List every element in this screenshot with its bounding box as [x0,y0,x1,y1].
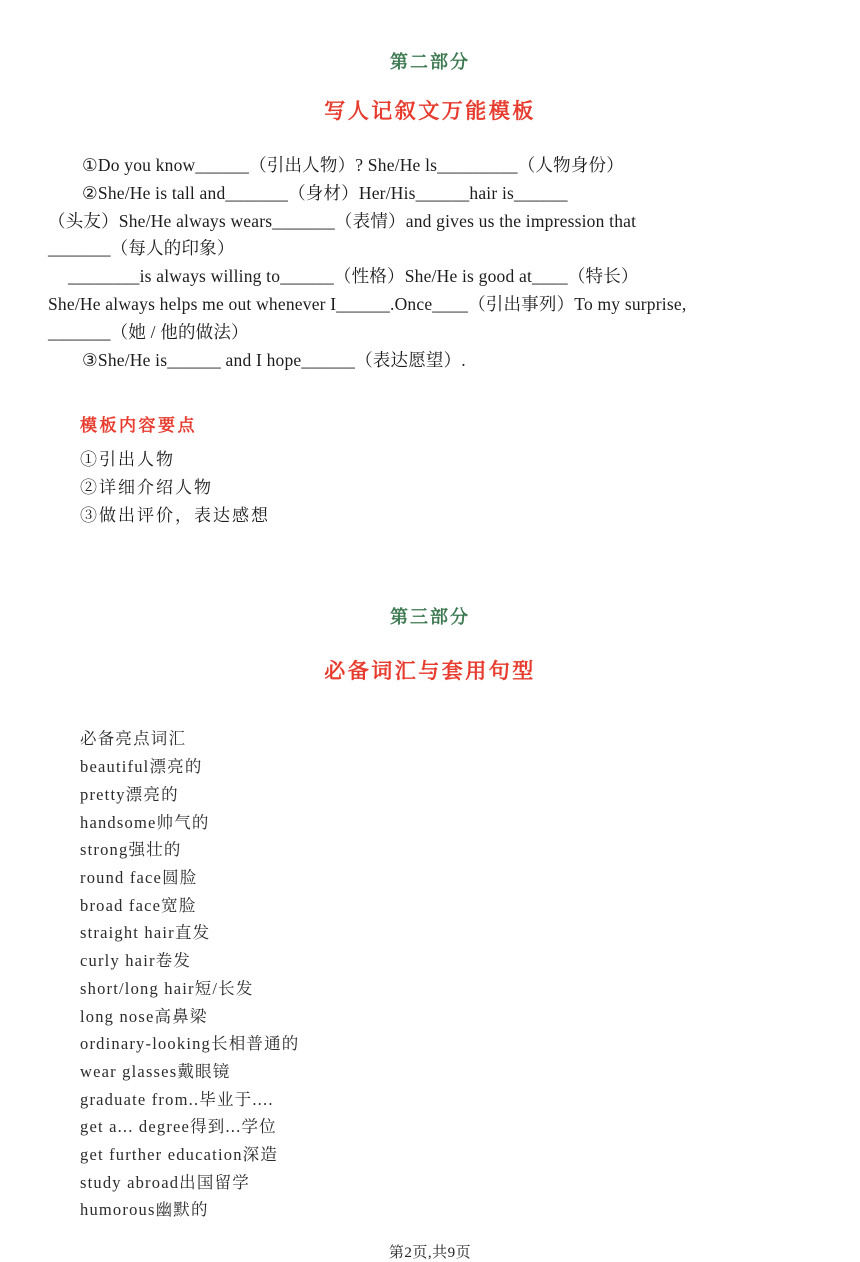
template-line: ③She/He is______ and I hope______（表达愿望）. [82,349,466,370]
vocabulary-item: beautiful漂亮的 [80,757,203,777]
key-point: ②详细介绍人物 [80,478,213,498]
template-line: She/He always helps me out whenever I______.Once____（引出事列）To my surprise, [48,293,687,314]
vocabulary-item: ordinary-looking长相普通的 [80,1034,300,1054]
key-points-list [48,446,812,529]
section2-title: 写人记叙文万能模板 [324,99,536,123]
key-points-heading: 模板内容要点 [80,416,197,436]
section3-heading: 第三部分 [390,607,470,628]
vocabulary-item: humorous幽默的 [80,1200,209,1220]
vocabulary-item: graduate from..毕业于.... [80,1089,274,1109]
vocabulary-heading: 必备亮点词汇 [80,729,187,749]
vocabulary-item: long nose高鼻梁 [80,1006,208,1026]
vocabulary-list [48,725,812,1224]
key-point: ①引出人物 [80,450,175,470]
template-line: （头友）She/He always wears_______（表情）and gives us the impression that [48,210,637,231]
vocabulary-item: get further education深造 [80,1145,279,1165]
section2-heading: 第二部分 [390,52,470,72]
template-line: ________is always willing to______（性格）She/He is good at____（特长） [68,266,639,287]
vocabulary-item: straight hair直发 [80,923,211,943]
vocabulary-item: wear glasses戴眼镜 [80,1061,231,1081]
writing-template-paragraph [48,152,812,374]
template-line: _______（她 / 他的做法） [48,321,249,342]
vocabulary-item: short/long hair短/长发 [80,978,254,998]
template-line: ②She/He is tall and_______（身材）Her/His______hair is______ [82,182,568,203]
page-number: 第2页,共9页 [388,1245,472,1262]
template-line: _______（每人的印象） [48,238,235,259]
vocabulary-item: strong强壮的 [80,840,182,860]
vocabulary-item: broad face宽脸 [80,895,197,915]
key-point: ③做出评价，表达感想 [80,505,270,525]
vocabulary-item: pretty漂亮的 [80,784,179,804]
vocabulary-item: handsome帅气的 [80,812,210,832]
template-line: ①Do you know______（引出人物）? She/He ls_________（人物身份） [82,155,624,175]
vocabulary-item: curly hair卷发 [80,951,192,971]
vocabulary-item: study abroad出国留学 [80,1172,250,1192]
section3-title: 必备词汇与套用句型 [324,659,536,684]
vocabulary-item: round face圆脸 [80,868,198,887]
vocabulary-item: get a... degree得到...学位 [80,1117,277,1137]
